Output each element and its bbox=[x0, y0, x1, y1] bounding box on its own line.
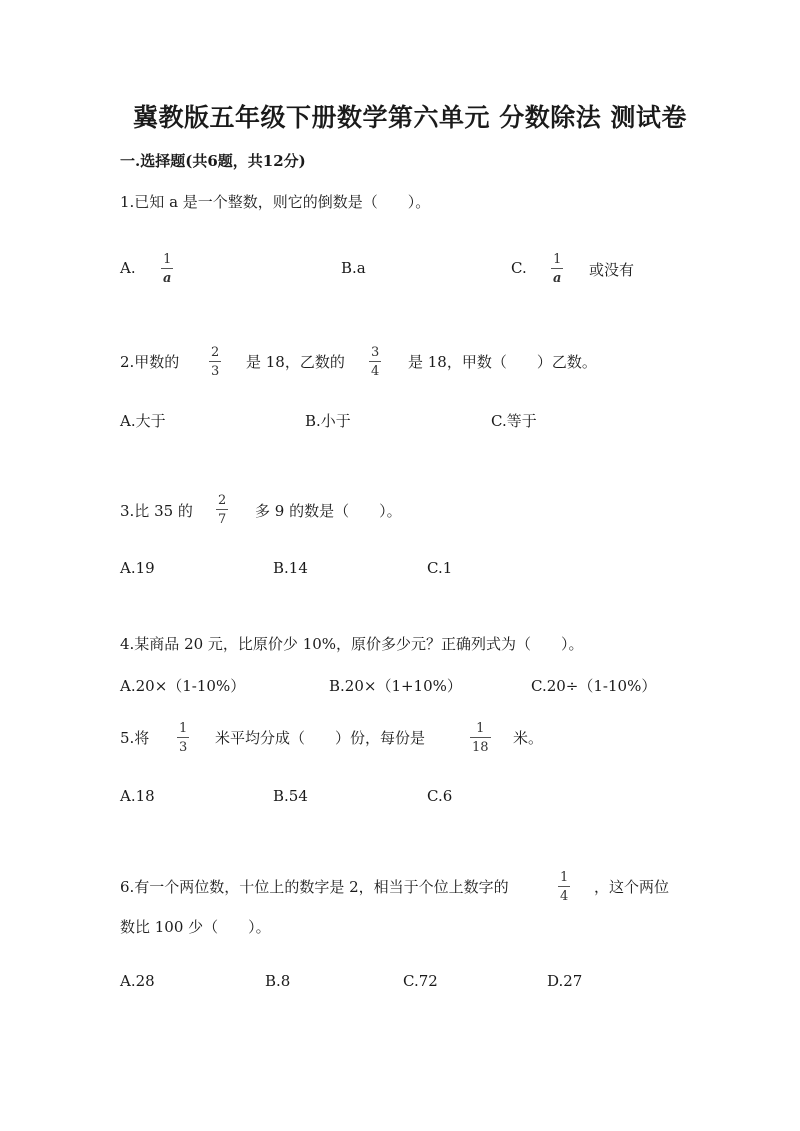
question-2-text-part2: 是 18，乙数的 bbox=[246, 353, 345, 371]
q2-option-a[interactable]: A.大于 bbox=[120, 412, 166, 430]
q3-fraction-1: 2 7 bbox=[218, 493, 227, 527]
q5-option-c[interactable]: C.6 bbox=[427, 787, 453, 805]
question-3-text-part2: 多 9 的数是（ ）。 bbox=[255, 502, 402, 520]
question-6-text-line2: 数比 100 少（ ）。 bbox=[120, 918, 271, 936]
q4-option-a[interactable]: A.20×（1-10%） bbox=[120, 677, 246, 695]
q1-option-a-label[interactable]: A. bbox=[120, 259, 136, 277]
q1-option-a-fraction: 1 a bbox=[163, 252, 172, 286]
q1-option-b[interactable]: B.a bbox=[341, 259, 366, 277]
question-3-text-part1: 3.比 35 的 bbox=[120, 502, 193, 520]
q3-option-c[interactable]: C.1 bbox=[427, 559, 453, 577]
section-heading: 一.选择题(共6题，共12分) bbox=[120, 152, 306, 170]
q5-fraction-2: 1 18 bbox=[472, 721, 489, 755]
q3-option-b[interactable]: B.14 bbox=[273, 559, 308, 577]
q1-option-c-label[interactable]: C. bbox=[511, 259, 527, 277]
q4-option-b[interactable]: B.20×（1+10%） bbox=[329, 677, 462, 695]
q1-option-c-suffix: 或没有 bbox=[589, 261, 635, 279]
question-4-text: 4.某商品 20 元，比原价少 10%，原价多少元？正确列式为（ ）。 bbox=[120, 635, 584, 653]
question-2-text-part1: 2.甲数的 bbox=[120, 353, 180, 371]
q6-fraction-1: 1 4 bbox=[560, 870, 569, 904]
q2-option-b[interactable]: B.小于 bbox=[305, 412, 351, 430]
q6-option-b[interactable]: B.8 bbox=[265, 972, 291, 990]
question-5-text-part1: 5.将 bbox=[120, 729, 150, 747]
question-5-text-part2: 米平均分成（ ）份，每份是 bbox=[215, 729, 426, 747]
question-6-text-part2: ，这个两位 bbox=[594, 878, 670, 896]
q4-option-c[interactable]: C.20÷（1-10%） bbox=[531, 677, 657, 695]
q6-option-d[interactable]: D.27 bbox=[547, 972, 583, 990]
question-1-text: 1.已知 a 是一个整数，则它的倒数是（ ）。 bbox=[120, 193, 431, 211]
q2-fraction-2: 3 4 bbox=[371, 345, 380, 379]
q5-option-a[interactable]: A.18 bbox=[120, 787, 155, 805]
q1-option-c-fraction: 1 a bbox=[553, 252, 562, 286]
question-2-text-part3: 是 18，甲数（ ）乙数。 bbox=[408, 353, 597, 371]
q6-option-a[interactable]: A.28 bbox=[120, 972, 155, 990]
q2-option-c[interactable]: C.等于 bbox=[491, 412, 537, 430]
q2-fraction-1: 2 3 bbox=[211, 345, 220, 379]
q5-fraction-1: 1 3 bbox=[179, 721, 188, 755]
q5-option-b[interactable]: B.54 bbox=[273, 787, 308, 805]
question-6-text-part1: 6.有一个两位数，十位上的数字是 2，相当于个位上数字的 bbox=[120, 878, 509, 896]
question-5-text-part3: 米。 bbox=[513, 729, 544, 747]
q3-option-a[interactable]: A.19 bbox=[120, 559, 155, 577]
page-title: 冀教版五年级下册数学第六单元 分数除法 测试卷 bbox=[133, 103, 687, 132]
q6-option-c[interactable]: C.72 bbox=[403, 972, 438, 990]
